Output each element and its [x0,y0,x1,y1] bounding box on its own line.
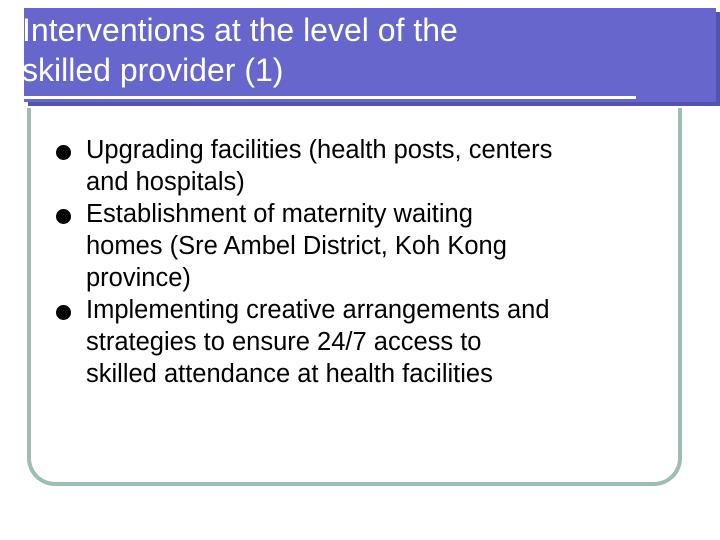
bullet-text-line: skilled attendance at health facilities [86,360,493,388]
bullet-item-upgrading-facilities [56,134,696,198]
slide-title [22,10,458,90]
bullet-text-line: and hospitals) [86,168,245,196]
bullet-text-line: Establishment of maternity waiting [86,200,473,228]
slide-title-line-2: skilled provider (1) [22,52,284,88]
bullet-text-line: Implementing creative arrangements and [86,296,550,324]
slide-title-line-1: Interventions at the level of the [22,12,458,48]
title-underline [0,96,636,99]
bullet-dot-icon [56,305,71,320]
bullet-dot-icon [56,209,71,224]
bullet-item-creative-arrangements [56,294,696,390]
bullet-list [56,134,696,390]
bullet-text-line: province) [86,264,191,292]
bullet-text-line: homes (Sre Ambel District, Koh Kong [86,232,507,260]
bullet-dot-icon [56,145,71,160]
bullet-item-maternity-waiting-homes [56,198,696,294]
bullet-text-line: Upgrading facilities (health posts, centers [86,136,553,164]
bullet-text-line: strategies to ensure 24/7 access to [86,328,482,356]
